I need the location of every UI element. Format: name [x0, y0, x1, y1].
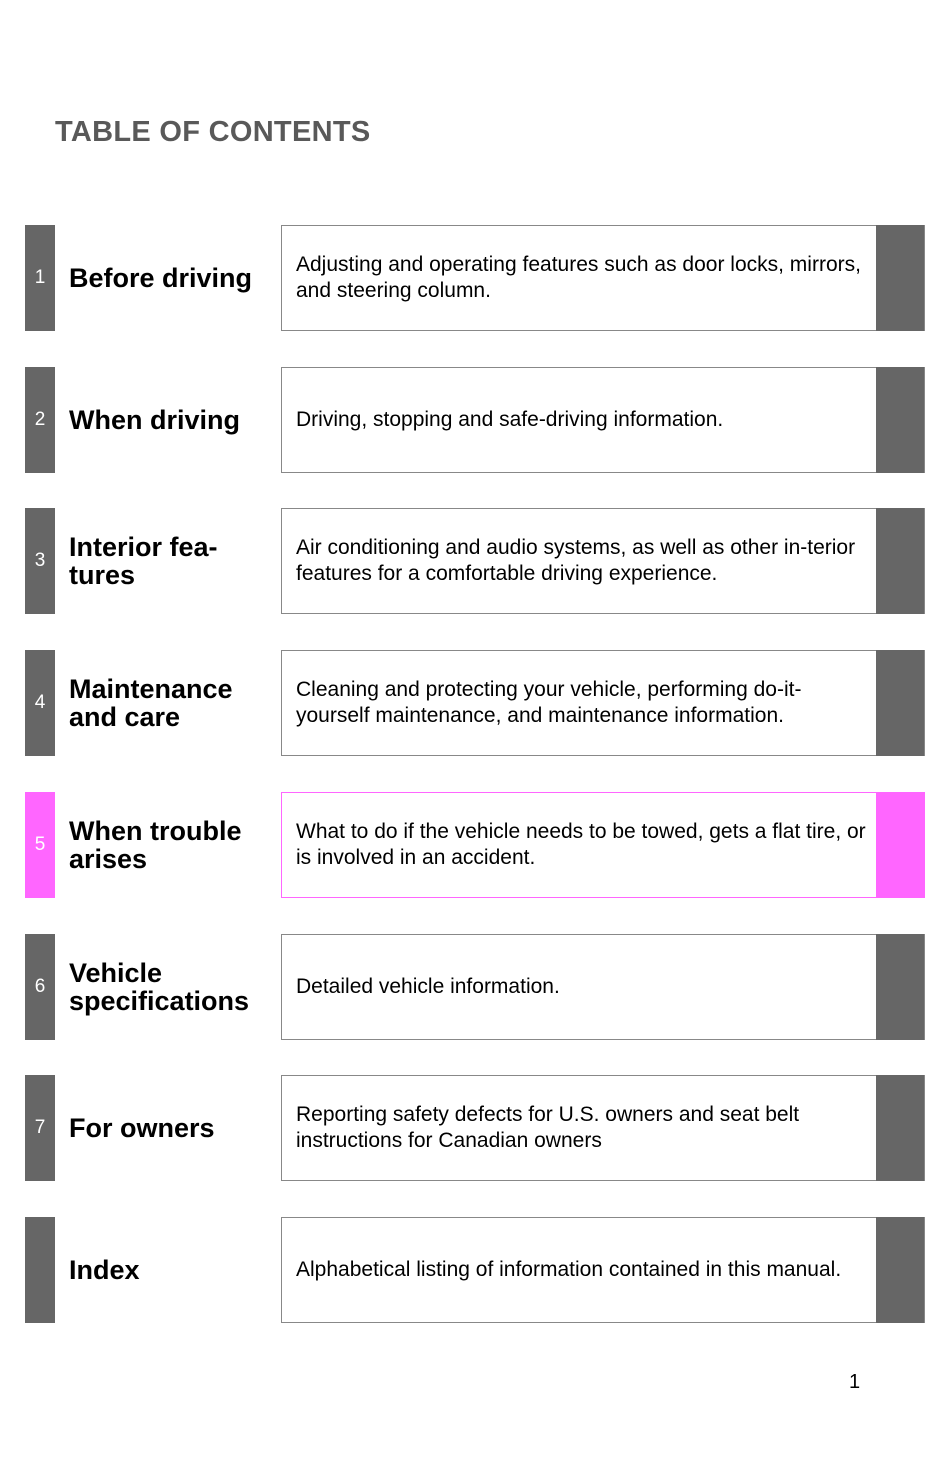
section-heading-text: When driving [69, 405, 240, 435]
section-heading-text: When trouble arises [69, 816, 242, 874]
section-heading-text: Vehicle specifications [69, 958, 250, 1016]
section-description-box [281, 1217, 925, 1323]
section-description-text: Cleaning and protecting your vehicle, performing do-it-yourself maintenance, and maintenance information. [296, 678, 802, 727]
toc-section-7[interactable] [25, 1075, 925, 1181]
section-side-tab [876, 650, 924, 756]
section-heading[interactable] [69, 1075, 269, 1181]
section-description-box [281, 650, 925, 756]
page-number: 1 [849, 1371, 861, 1393]
section-description-text: Reporting safety defects for U.S. owners and seat belt instructions for Canadian owners [296, 1103, 800, 1152]
section-heading-text: Interior fea- tures [69, 532, 218, 590]
section-description [296, 226, 874, 330]
section-description-box [281, 1075, 925, 1181]
toc-section-5[interactable] [25, 792, 925, 898]
toc-section-8[interactable] [25, 1217, 925, 1323]
toc-section-3[interactable] [25, 508, 925, 614]
section-description [296, 935, 874, 1039]
section-description-box [281, 792, 925, 898]
section-description-box [281, 367, 925, 473]
section-heading[interactable] [69, 1217, 269, 1323]
section-heading-text: Index [69, 1255, 140, 1285]
section-number-tab [25, 1217, 55, 1323]
section-heading[interactable] [69, 225, 269, 331]
section-side-tab [876, 1075, 924, 1181]
section-description [296, 1076, 874, 1180]
section-description-text: Detailed vehicle information. [296, 975, 560, 998]
section-description [296, 509, 874, 613]
section-description-text: Driving, stopping and safe-driving information. [296, 408, 724, 431]
section-heading[interactable] [69, 792, 269, 898]
section-side-tab [876, 367, 924, 473]
section-description [296, 1218, 874, 1322]
section-heading[interactable] [69, 934, 269, 1040]
section-heading[interactable] [69, 367, 269, 473]
section-number-tab: 5 [25, 792, 55, 898]
section-number-tab: 7 [25, 1075, 55, 1181]
section-side-tab [876, 225, 924, 331]
section-side-tab [876, 508, 924, 614]
section-description-box [281, 225, 925, 331]
section-side-tab [876, 934, 924, 1040]
section-heading-text: Maintenance and care [69, 674, 233, 732]
toc-section-1[interactable] [25, 225, 925, 331]
section-heading-text: For owners [69, 1113, 215, 1143]
section-description [296, 793, 874, 897]
section-description [296, 651, 874, 755]
section-description-text: Alphabetical listing of information contained in this manual. [296, 1258, 842, 1281]
section-number-tab: 6 [25, 934, 55, 1040]
section-side-tab [876, 1217, 924, 1323]
section-heading-text: Before driving [69, 263, 253, 293]
section-description-text: What to do if the vehicle needs to be towed, gets a flat tire, or is involved in an accident. [296, 820, 866, 869]
section-number-tab: 3 [25, 508, 55, 614]
toc-section-2[interactable] [25, 367, 925, 473]
section-description-text: Adjusting and operating features such as door locks, mirrors, and steering column. [296, 253, 861, 302]
section-description-box [281, 508, 925, 614]
section-number-tab: 4 [25, 650, 55, 756]
section-heading[interactable] [69, 508, 269, 614]
section-heading[interactable] [69, 650, 269, 756]
section-number-tab: 2 [25, 367, 55, 473]
page-title: TABLE OF CONTENTS [55, 116, 371, 148]
section-description [296, 368, 874, 472]
section-side-tab [876, 792, 924, 898]
section-description-text: Air conditioning and audio systems, as well as other in-terior features for a comfortable driving experience. [296, 536, 856, 585]
section-number-tab: 1 [25, 225, 55, 331]
toc-section-6[interactable] [25, 934, 925, 1040]
toc-section-4[interactable] [25, 650, 925, 756]
section-description-box [281, 934, 925, 1040]
